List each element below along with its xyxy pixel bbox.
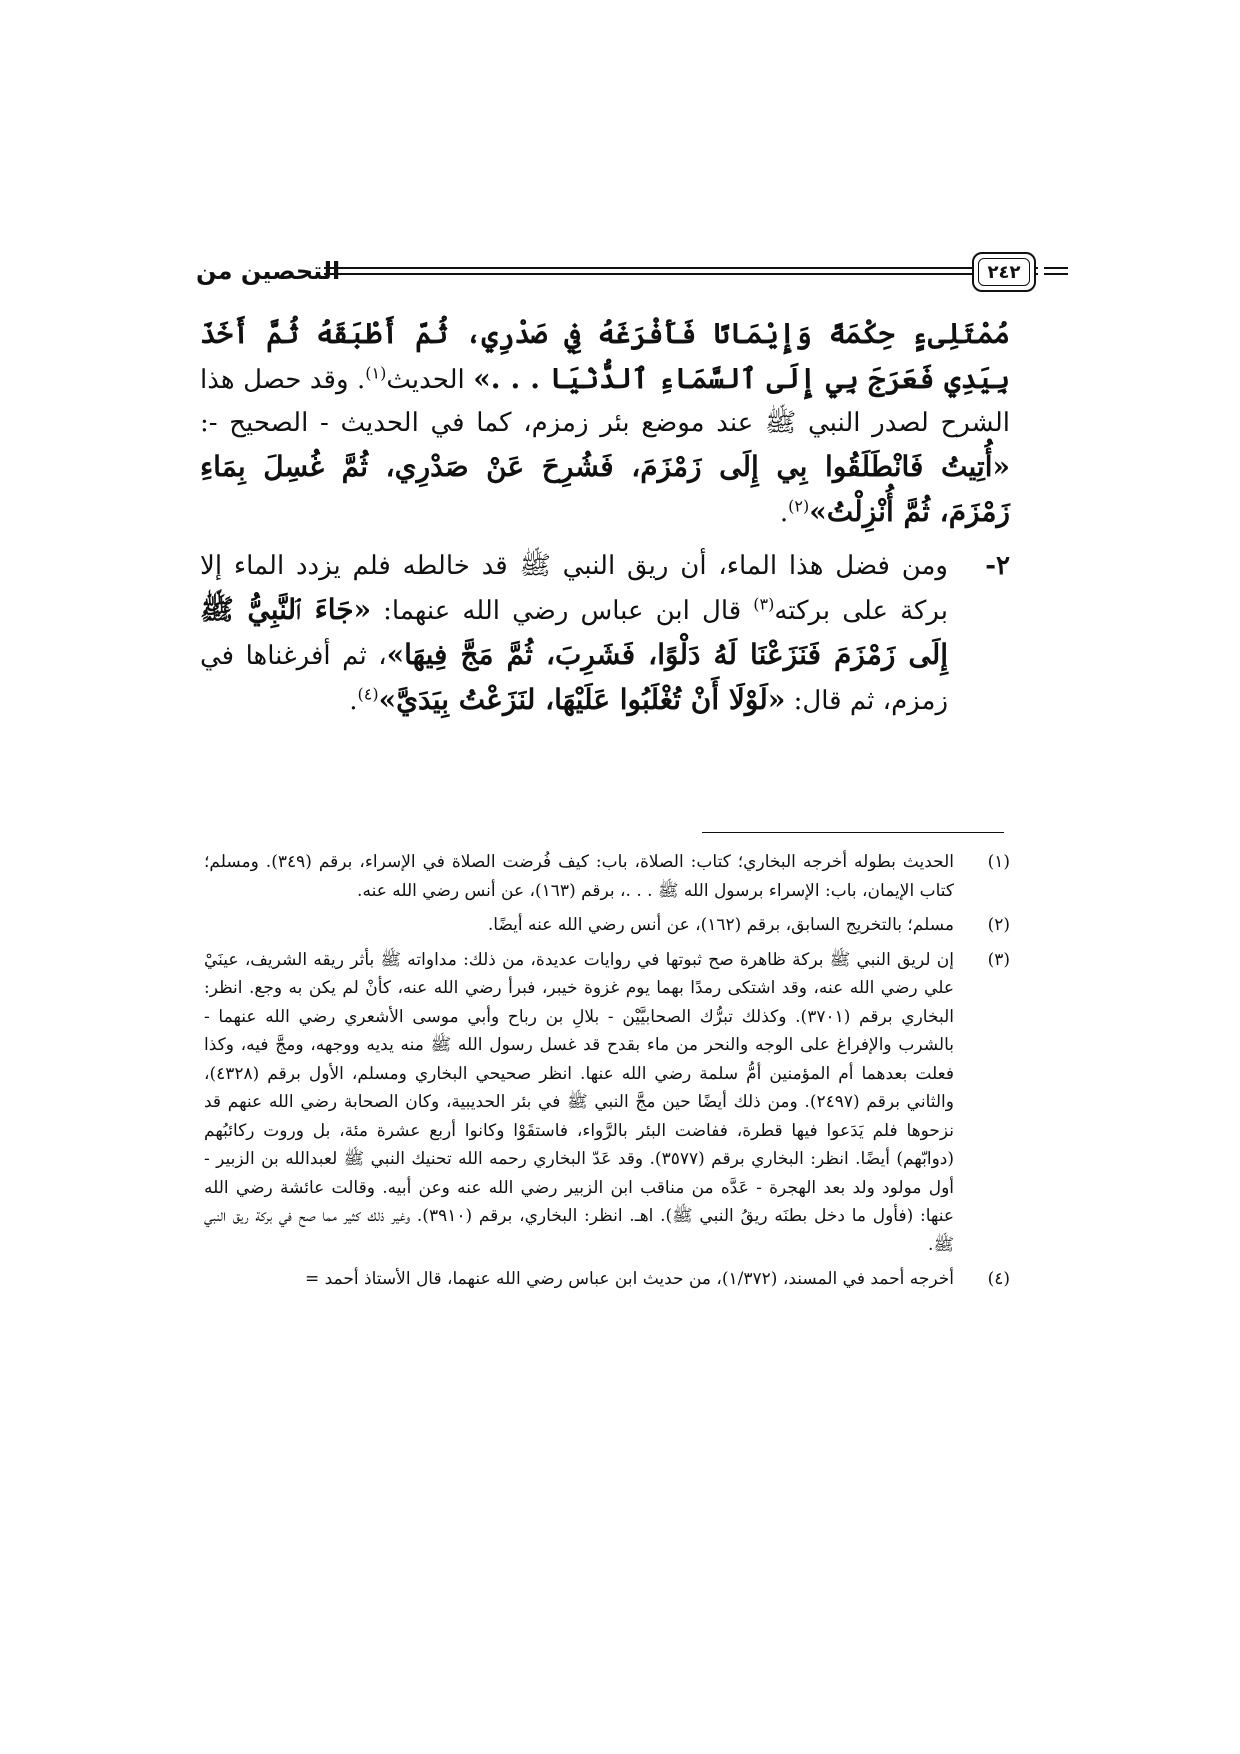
footnotes	[204, 848, 1010, 1300]
footnote-text: مسلم؛ بالتخريج السابق، برقم (١٦٢)، عن أنس رضي الله عنه أيضًا.	[487, 915, 954, 935]
footnote-number: (١)	[987, 852, 1010, 872]
footnote-3	[204, 946, 1010, 1260]
period: .	[779, 498, 789, 528]
footnote-number: (٤)	[987, 1269, 1010, 1289]
numbered-item-2	[200, 545, 1010, 723]
footnote-text: إن لريق النبي ﷺ بركة ظاهرة صح ثبوتها في روايات عديدة، من ذلك: مداواته ﷺ بأثر ريقه الشريف، عينَيْ علي رضي الله عنه، وقد اشتكى رمدًا بهما يوم غزوة خيبر، فبرأ رضي الله عنه، كأنْ لم يكن به وجع. انظر: البخاري برقم (٣٧٠١). وكذلك تبرُّك الصحابيَّيْن - بلالِ بن رباح وأبي موسى الأشعري رضي الله عنهما - بالشرب والإفراغ على الوجه والنحر من ماء بقدح قد غسل رسول الله ﷺ منه يديه ووجهه، ومجَّ فيه، وكذا فعلت بعدهما أم المؤمنين أمُّ سلمة رضي الله عنها. انظر صحيحي البخاري ومسلم، الأول برقم (٤٣٢٨)، والثاني برقم (٢٤٩٧). ومن ذلك أيضًا حين مجَّ النبي ﷺ في بئر الحديبية، وكان الصحابة رضي الله عنهم قد نزحوها فلم يَدَعوا فيها قطرة، ففاضت البئر بالرَّواء، فاستقَوْا وكانوا أربع عشرة مئة، بل وروت ركائبُهم (دوابّهم) أيضًا. انظر: البخاري برقم (٣٥٧٧). وقد عَدّ البخاري رحمه الله تحنيك النبي ﷺ لعبدالله بن الزبير - أول مولود ولد بعد الهجرة - عَدَّه من مناقب ابن الزبير رضي الله عنه وعن أبيه. وقالت عائشة رضي الله عنها: (فأول ما دخل بطنَه ريقُ النبي ﷺ). اهـ. انظر: البخاري، برقم (٣٩١٠). وغير ذلك كثير مما صح في بركة ريق النبي ﷺ.	[204, 949, 955, 1255]
footnote-text: أخرجه أحمد في المسند، (١/٣٧٢)، من حديث ابن عباس رضي الله عنهما، قال الأستاذ أحمد =	[304, 1269, 954, 1289]
paragraph-1	[200, 312, 1010, 535]
text: . وقد حصل هذا الشرح لصدر النبي ﷺ عند موضع بئر زمزم، كما في الحديث - الصحيح -:	[200, 365, 1010, 438]
footnote-ref-2[interactable]: (٢)	[788, 496, 810, 516]
hadith-quote: مُمْتَلِىءٍ حِكْمَةً وَإِيْمَانًا فَأَفْرَغَهُ فِي صَدْرِي، ثُمّ أَطْبَقَهُ ثُمَّ أَخَذَ بِيَدِي فَعَرَجَ بِي إِلَى ٱلسَّمَاءِ ٱلدُّنْيَا . . .»	[200, 317, 1010, 395]
hadith-quote: «جَاءَ ٱلنَّبِيُّ ﷺ إِلَى زَمْزَمَ فَنَزَعْنَا لَهُ دَلْوًا، فَشَرِبَ، ثُمَّ مَجَّ فِيهَا»	[200, 593, 949, 671]
running-title: التحصين من	[196, 257, 341, 285]
text: ومن فضل هذا الماء، أن ريق النبي ﷺ قد خالطه فلم يزدد الماء إلا بركة على بركته	[200, 551, 949, 626]
header-rule-bottom	[324, 273, 1038, 275]
text: الحديث	[386, 365, 465, 395]
footnote-number: (٢)	[987, 915, 1010, 935]
header-rule-end	[1038, 248, 1068, 294]
text: ، ثم أفرغناها في زمزم، ثم قال:	[200, 641, 948, 716]
hadith-quote: «لَوْلَا أَنْ تُغْلَبُوا عَلَيْهَا، لنَزَعْتُ بِيَدَيَّ»	[378, 683, 786, 716]
hadith-quote: «أُتِيتُ فَانْطَلَقُوا بِي إِلَى زَمْزَمَ، فَشُرِحَ عَنْ صَدْرِي، ثُمَّ غُسِلَ بِمَاءِ زَمْزَمَ، ثُمَّ أُنْزِلْتُ»	[200, 450, 1010, 528]
paragraph-2	[200, 545, 948, 723]
footnote-ref-4[interactable]: (٤)	[357, 684, 379, 704]
header-rule-top	[324, 267, 1038, 269]
footnote-number: (٣)	[987, 949, 1010, 970]
footnote-1	[204, 848, 1010, 905]
footnote-4	[204, 1265, 1010, 1294]
footnote-separator	[702, 832, 1004, 833]
footnote-ref-3[interactable]: (٣)	[753, 594, 775, 614]
item-number: ٢-	[985, 551, 1010, 581]
page-header	[196, 248, 1021, 294]
page-number: ٢٤٢	[987, 261, 1021, 283]
period: .	[349, 686, 358, 716]
footnote-text: الحديث بطوله أخرجه البخاري؛ كتاب: الصلاة، باب: كيف فُرضت الصلاة في الإسراء، برقم (٣٤٩). ومسلم؛ كتاب الإيمان، باب: الإسراء برسول الله ﷺ . . .، برقم (١٦٣)، عن أنس رضي الله عنه.	[204, 852, 954, 901]
footnote-2	[204, 911, 1010, 940]
main-text	[200, 312, 1010, 723]
text: قال ابن عباس رضي الله عنهما:	[371, 596, 754, 626]
page-number-frame	[972, 252, 1036, 292]
footnote-ref-1[interactable]: (١)	[365, 363, 387, 383]
